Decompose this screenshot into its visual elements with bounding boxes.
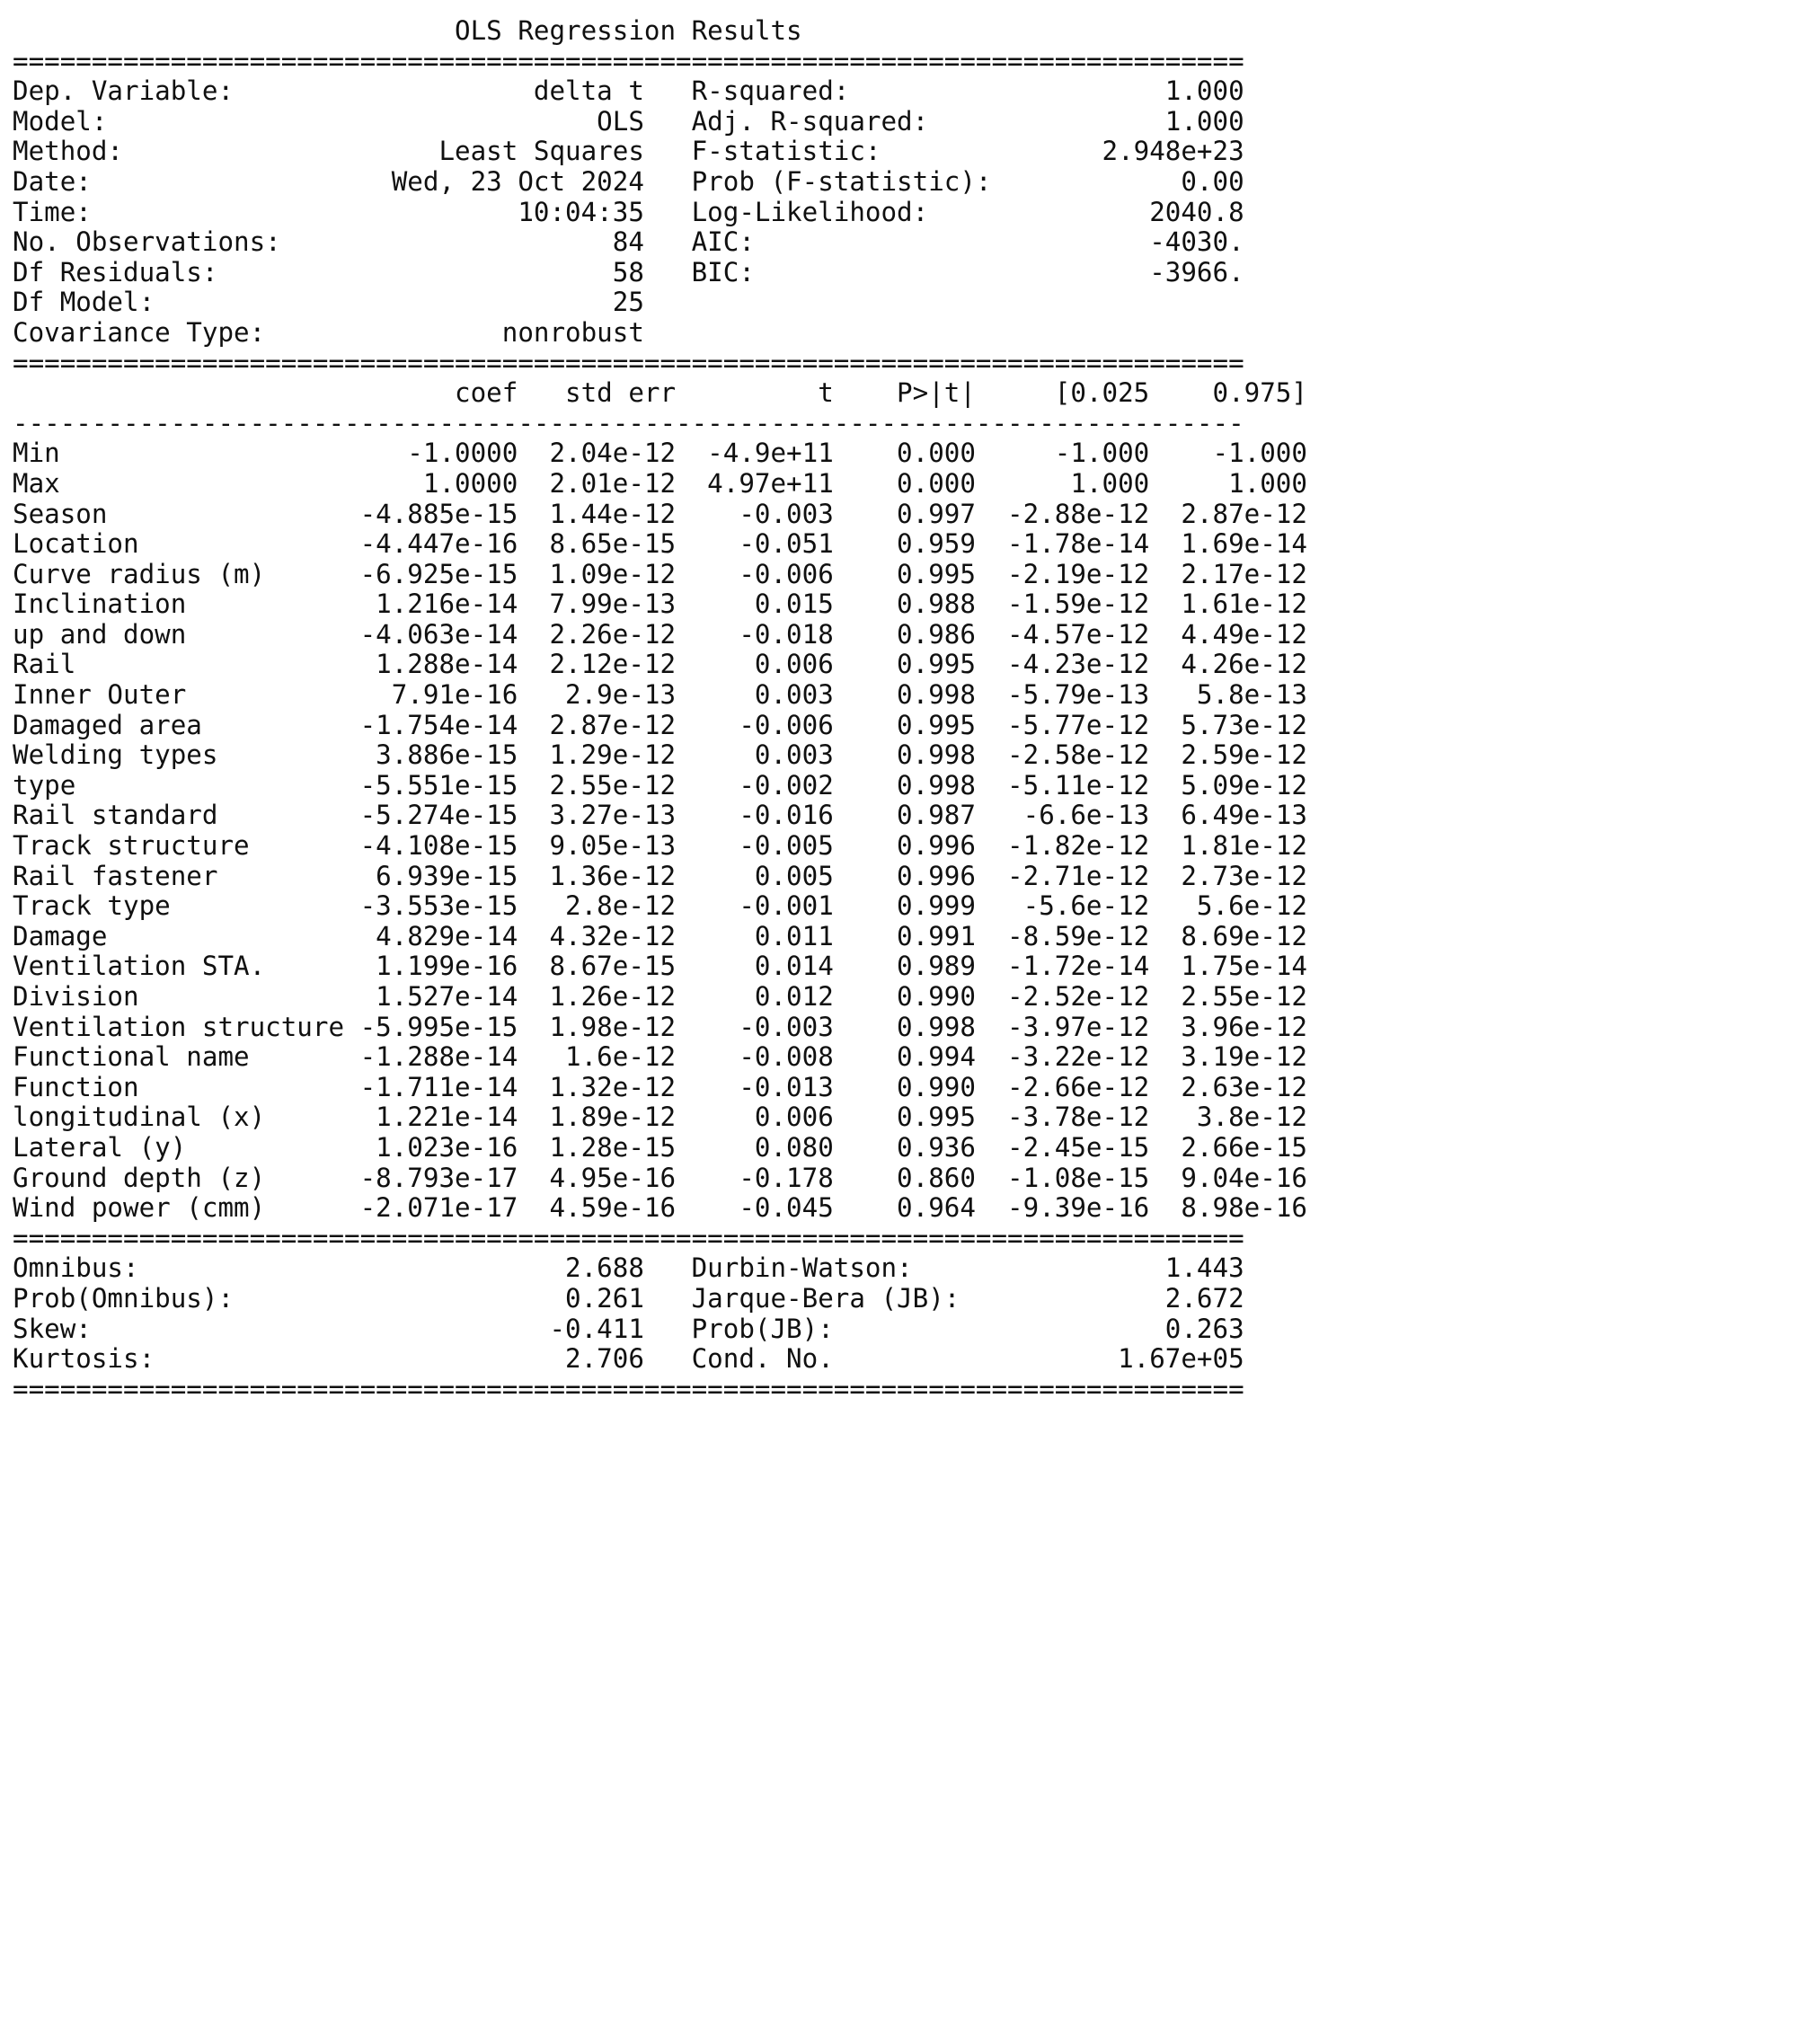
coef-table-row: Ground depth (z) -8.793e-17 4.95e-16 -0.178 0.860 -1.08e-15 9.04e-16 — [13, 1162, 1307, 1193]
coef-table-row: Functional name -1.288e-14 1.6e-12 -0.008 0.994 -3.22e-12 3.19e-12 — [13, 1041, 1307, 1073]
coef-table-row: Curve radius (m) -6.925e-15 1.09e-12 -0.006 0.995 -2.19e-12 2.17e-12 — [13, 558, 1307, 589]
rule-double-mid: ============================================================================== — [13, 347, 1244, 378]
coef-table-row: longitudinal (x) 1.221e-14 1.89e-12 0.006 0.995 -3.78e-12 3.8e-12 — [13, 1102, 1307, 1133]
coef-table-row: Wind power (cmm) -2.071e-17 4.59e-16 -0.045 0.964 -9.39e-16 8.98e-16 — [13, 1192, 1307, 1224]
summary-header-row: No. Observations: 84 AIC: -4030. — [13, 226, 1244, 258]
summary-footer-row: Kurtosis: 2.706 Cond. No. 1.67e+05 — [13, 1343, 1244, 1375]
summary-header-row: Df Residuals: 58 BIC: -3966. — [13, 256, 1244, 288]
summary-footer-row: Prob(Omnibus): 0.261 Jarque-Bera (JB): 2.672 — [13, 1282, 1244, 1314]
summary-title: OLS Regression Results — [13, 15, 1244, 46]
rule-double-bottom: ============================================================================== — [13, 1222, 1244, 1253]
rule-double-end: ============================================================================== — [13, 1373, 1244, 1404]
coef-table-row: Rail standard -5.274e-15 3.27e-13 -0.016 0.987 -6.6e-13 6.49e-13 — [13, 800, 1307, 831]
coef-table-row: Max 1.0000 2.01e-12 4.97e+11 0.000 1.000 1.000 — [13, 467, 1307, 499]
coef-table-row: Function -1.711e-14 1.32e-12 -0.013 0.990 -2.66e-12 2.63e-12 — [13, 1071, 1307, 1102]
rule-double-top: ============================================================================== — [13, 45, 1244, 76]
coef-table-row: Damaged area -1.754e-14 2.87e-12 -0.006 0.995 -5.77e-12 5.73e-12 — [13, 709, 1307, 740]
coef-table-row: Ventilation STA. 1.199e-16 8.67e-15 0.014 0.989 -1.72e-14 1.75e-14 — [13, 951, 1307, 982]
coef-table-row: Rail fastener 6.939e-15 1.36e-12 0.005 0.996 -2.71e-12 2.73e-12 — [13, 860, 1307, 891]
summary-header-row: Dep. Variable: delta t R-squared: 1.000 — [13, 75, 1244, 107]
coef-table-row: Rail 1.288e-14 2.12e-12 0.006 0.995 -4.23e-12 4.26e-12 — [13, 649, 1307, 680]
coef-table-row: Season -4.885e-15 1.44e-12 -0.003 0.997 -2.88e-12 2.87e-12 — [13, 498, 1307, 529]
coef-table-row: Damage 4.829e-14 4.32e-12 0.011 0.991 -8.59e-12 8.69e-12 — [13, 920, 1307, 951]
coef-table-row: Track structure -4.108e-15 9.05e-13 -0.005 0.996 -1.82e-12 1.81e-12 — [13, 830, 1307, 862]
coef-table-row: Welding types 3.886e-15 1.29e-12 0.003 0.998 -2.58e-12 2.59e-12 — [13, 739, 1307, 771]
coef-table-row: Inclination 1.216e-14 7.99e-13 0.015 0.988 -1.59e-12 1.61e-12 — [13, 588, 1307, 620]
summary-header-row: Model: OLS Adj. R-squared: 1.000 — [13, 105, 1244, 137]
coef-table-header: coef std err t P>|t| [0.025 0.975] — [13, 377, 1307, 409]
summary-header-row: Df Model: 25 — [13, 287, 644, 318]
summary-header-row: Method: Least Squares F-statistic: 2.948e+23 — [13, 136, 1244, 167]
coef-table-row: Ventilation structure -5.995e-15 1.98e-12 -0.003 0.998 -3.97e-12 3.96e-12 — [13, 1011, 1307, 1042]
summary-footer-row: Skew: -0.411 Prob(JB): 0.263 — [13, 1313, 1244, 1344]
coef-table-row: up and down -4.063e-14 2.26e-12 -0.018 0.986 -4.57e-12 4.49e-12 — [13, 618, 1307, 650]
summary-header-row: Date: Wed, 23 Oct 2024 Prob (F-statistic): 0.00 — [13, 165, 1244, 197]
coef-table-row: Division 1.527e-14 1.26e-12 0.012 0.990 -2.52e-12 2.55e-12 — [13, 981, 1307, 1012]
coef-table-row: Inner Outer 7.91e-16 2.9e-13 0.003 0.998 -5.79e-13 5.8e-13 — [13, 679, 1307, 711]
coef-table-row: Min -1.0000 2.04e-12 -4.9e+11 0.000 -1.000 -1.000 — [13, 438, 1307, 469]
summary-header-row: Time: 10:04:35 Log-Likelihood: 2040.8 — [13, 196, 1244, 227]
summary-footer-row: Omnibus: 2.688 Durbin-Watson: 1.443 — [13, 1252, 1244, 1284]
coef-table-row: type -5.551e-15 2.55e-12 -0.002 0.998 -5.11e-12 5.09e-12 — [13, 769, 1307, 801]
coef-table-row: Location -4.447e-16 8.65e-15 -0.051 0.959 -1.78e-14 1.69e-14 — [13, 528, 1307, 560]
rule-single: ------------------------------------------------------------------------------ — [13, 407, 1244, 438]
coef-table-row: Track type -3.553e-15 2.8e-12 -0.001 0.999 -5.6e-12 5.6e-12 — [13, 890, 1307, 922]
summary-header-row: Covariance Type: nonrobust — [13, 316, 644, 348]
coef-table-row: Lateral (y) 1.023e-16 1.28e-15 0.080 0.936 -2.45e-15 2.66e-15 — [13, 1131, 1307, 1163]
